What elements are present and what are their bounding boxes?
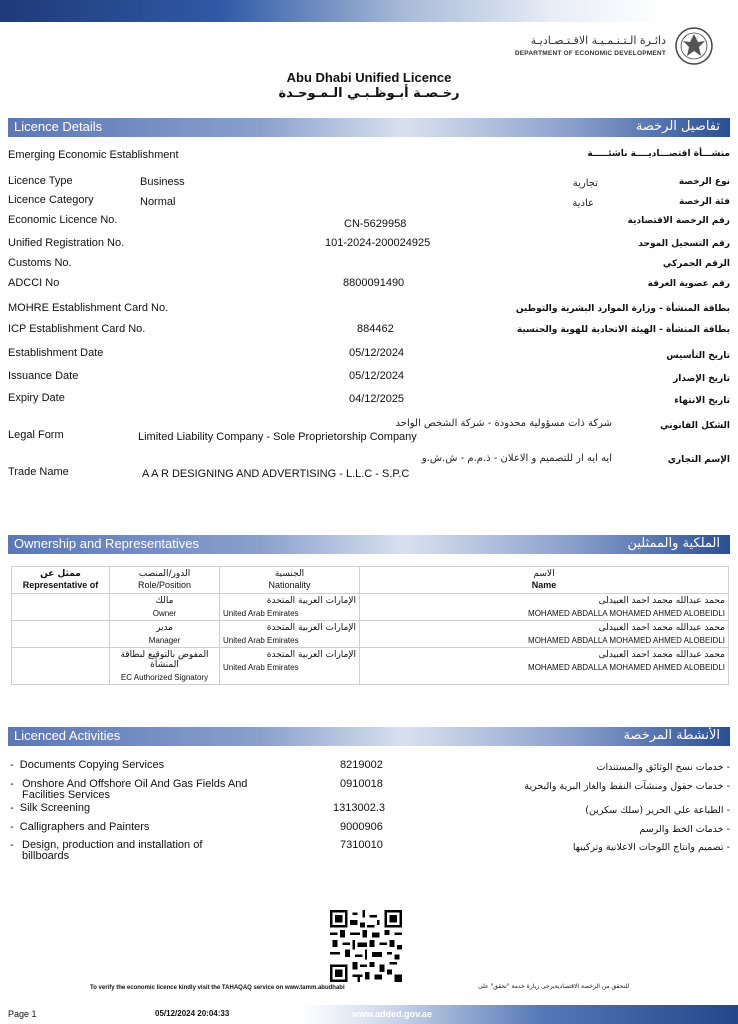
activity-ar: - تصميم وانتاج اللوحات الاعلانية وتركيبها [572, 842, 730, 853]
section-title-en: Licence Details [14, 119, 103, 134]
legal-form-value-en: Limited Liability Company - Sole Proprietorship Company [138, 431, 417, 443]
falcon-emblem-icon [674, 26, 714, 66]
section-title-en: Ownership and Representatives [14, 536, 199, 551]
role-cell [110, 648, 220, 685]
document-title-ar: رخـصـة أبـوظـبـي الـمـوحـدة [278, 86, 460, 101]
establishment-type-ar: منشـــأة اقتصـــاديــــة ناشئـــــة [587, 149, 730, 159]
icp-card-no-label: ICP Establishment Card No. [8, 323, 146, 335]
expiry-date-label-ar: تاريخ الانتهاء [674, 396, 730, 406]
rep-cell [12, 648, 110, 685]
verification-note-en: To verify the economic licence kindly visit the TAHAQAQ service on www.tamm.abudhabi [90, 985, 345, 991]
activity-item: - Silk Screening [10, 802, 91, 814]
name-en: MOHAMED ABDALLA MOHAMED AHMED ALOBEIDLI [528, 636, 725, 645]
legal-form-value-ar: شركة ذات مسؤولية محدودة - شركة الشخص الواحد [395, 418, 612, 429]
adcci-no-label-ar: رقم عضوية الغرفة [647, 279, 730, 289]
issuance-date-label: Issuance Date [8, 370, 79, 382]
activity-ar-text: الطباعة علي الحرير (سلك سكرين) [585, 805, 724, 816]
name-en: MOHAMED ABDALLA MOHAMED AHMED ALOBEIDLI [528, 609, 725, 618]
qr-code-icon [330, 910, 402, 982]
adcci-no-label: ADCCI No [8, 277, 60, 289]
activity-code: 8219002 [340, 759, 383, 771]
print-timestamp: 05/12/2024 20:04:33 [155, 1009, 230, 1018]
economic-licence-no-label-ar: رقم الرخصة الاقتصادية [627, 216, 730, 226]
header-nationality [220, 567, 360, 594]
trade-name-label-ar: الإسم التجاري [667, 455, 730, 465]
establishment-date-label: Establishment Date [8, 347, 104, 359]
activity-code: 1313002.3 [333, 802, 385, 814]
activity-ar: - خدمات نسخ الوثائق والمستندات [596, 762, 730, 773]
mohre-card-no-label-ar: بطاقة المنشأة - وزارة الموارد البشرية والتوطين [515, 304, 730, 314]
economic-licence-no-label: Economic Licence No. [8, 214, 118, 226]
activity-item: - Onshore And Offshore Oil And Gas Fields And Facilities Services [10, 779, 280, 801]
nationality-cell [220, 621, 360, 648]
licence-type-label: Licence Type [8, 175, 73, 187]
ownership-table [11, 566, 729, 685]
activity-code: 0910018 [340, 778, 383, 790]
nationality-en: United Arab Emirates [223, 609, 299, 618]
role-en: Manager [148, 636, 181, 645]
header-role-ar: الدور/المنصب [138, 569, 191, 579]
footer-band [300, 1005, 738, 1024]
activity-ar-text: تصميم وانتاج اللوحات الاعلانية وتركيبها [572, 842, 724, 853]
activity-ar: - الطباعة علي الحرير (سلك سكرين) [585, 805, 730, 816]
establishment-date-label-ar: تاريخ التأسيس [666, 351, 730, 361]
activity-item: - Design, production and installation of billboards [10, 840, 280, 862]
name-ar: محمد عبدالله محمد احمد العبيدلى [598, 623, 725, 633]
activity-ar-text: خدمات الخط والرسم [639, 824, 724, 835]
nationality-ar: الإمارات العربية المتحدة [266, 623, 356, 633]
ownership-section-bar [8, 535, 730, 554]
header-name [360, 567, 729, 594]
issuance-date-value: 05/12/2024 [349, 370, 405, 382]
nationality-cell [220, 648, 360, 685]
table-row [12, 648, 729, 685]
unified-registration-no-label: Unified Registration No. [8, 237, 125, 249]
unified-registration-no-value: 101-2024-200024925 [325, 237, 431, 249]
name-ar: محمد عبدالله محمد احمد العبيدلى [598, 596, 725, 606]
icp-card-no-label-ar: بطاقة المنشأة - الهيئة الاتحادية للهوية والجنسية [516, 325, 730, 335]
role-ar: مدير [155, 623, 173, 633]
header-name-en: Name [531, 580, 557, 590]
header-nat-en: Nationality [268, 580, 311, 590]
section-title-ar: الملكية والممثلين [627, 536, 720, 551]
economic-licence-no-value: CN-5629958 [344, 218, 407, 230]
activity-code: 9000906 [340, 821, 383, 833]
header-role-en: Role/Position [137, 580, 192, 590]
header-rep-en: Representative of [22, 580, 99, 590]
unified-registration-no-label-ar: رقم التسجيل الموحد [638, 239, 730, 249]
activity-en: Silk Screening [19, 802, 91, 814]
activity-ar: - خدمات الخط والرسم [639, 824, 730, 835]
issuance-date-label-ar: تاريخ الإصدار [673, 374, 730, 384]
licence-type-value-ar: تجارية [572, 178, 598, 189]
activity-ar-text: خدمات حقول ومنشآت النفط والغاز البرية والبحرية [524, 781, 724, 792]
page-number: Page 1 [8, 1009, 37, 1019]
role-en: EC Authorized Signatory [120, 673, 209, 682]
licence-category-value: Normal [140, 196, 176, 208]
expiry-date-label: Expiry Date [8, 392, 65, 404]
department-name-ar: دائـرة الـتـنـمـيـة الاقـتـصـاديـة [530, 34, 666, 47]
table-row [12, 594, 729, 621]
header-name-ar: الاسم [533, 569, 555, 579]
nationality-en: United Arab Emirates [223, 663, 299, 672]
activity-item: - Documents Copying Services [10, 759, 165, 771]
verification-note-ar: للتحقق من الرخصة الاقتصاديةيرجى زيارة خدمة "تحقق" على [478, 983, 630, 990]
section-title-en: Licenced Activities [14, 728, 121, 743]
licence-type-value: Business [140, 176, 185, 188]
role-cell [110, 621, 220, 648]
activities-section-bar [8, 727, 730, 746]
licence-type-label-ar: نوع الرخصة [678, 177, 730, 187]
nationality-en: United Arab Emirates [223, 636, 299, 645]
activity-en: Design, production and installation of billboards [22, 839, 203, 862]
customs-no-label-ar: الرقم الجمركي [662, 259, 730, 269]
table-row [12, 621, 729, 648]
licence-details-section-bar [8, 118, 730, 137]
activity-en: Documents Copying Services [19, 759, 165, 771]
legal-form-label: Legal Form [8, 429, 64, 441]
section-title-ar: الأنشطة المرخصة [623, 728, 720, 743]
department-logo [426, 26, 726, 66]
legal-form-label-ar: الشكل القانوني [660, 421, 730, 431]
activity-en: Onshore And Offshore Oil And Gas Fields And Facilities Services [22, 778, 248, 801]
header-rep-ar: ممثل عن [40, 569, 81, 579]
activity-code: 7310010 [340, 839, 383, 851]
activity-ar: - خدمات حقول ومنشآت النفط والغاز البرية والبحرية [524, 781, 730, 792]
trade-name-label: Trade Name [8, 466, 69, 478]
expiry-date-value: 04/12/2025 [349, 393, 405, 405]
header-role [110, 567, 220, 594]
role-ar: مالك [155, 596, 174, 606]
activity-en: Calligraphers and Painters [19, 821, 150, 833]
name-en: MOHAMED ABDALLA MOHAMED AHMED ALOBEIDLI [528, 663, 725, 672]
licence-category-label: Licence Category [8, 194, 94, 206]
name-cell [360, 621, 729, 648]
role-ar: المفوض بالتوقيع لبطاقة المنشأة [120, 650, 209, 670]
name-cell [360, 648, 729, 685]
licence-category-value-ar: عادية [572, 198, 594, 209]
activity-item: - Calligraphers and Painters [10, 821, 150, 833]
header-nat-ar: الجنسية [274, 569, 305, 579]
establishment-date-value: 05/12/2024 [349, 347, 405, 359]
rep-cell [12, 594, 110, 621]
activity-ar-text: خدمات نسخ الوثائق والمستندات [596, 762, 724, 773]
icp-card-no-value: 884462 [357, 323, 394, 335]
rep-cell [12, 621, 110, 648]
trade-name-value-ar: ايه ايه ار للتصميم و الاعلان - ذ.م.م - ش.ش.و [421, 453, 612, 464]
adcci-no-value: 8800091490 [343, 277, 405, 289]
top-decorative-band [0, 0, 738, 22]
section-title-ar: تفاصيل الرخصة [635, 119, 720, 134]
table-header-row [12, 567, 729, 594]
nationality-ar: الإمارات العربية المتحدة [266, 596, 356, 606]
customs-no-label: Customs No. [8, 257, 72, 269]
mohre-card-no-label: MOHRE Establishment Card No. [8, 302, 169, 314]
header-representative [12, 567, 110, 594]
name-cell [360, 594, 729, 621]
trade-name-value-en: A A R DESIGNING AND ADVERTISING - L.L.C - S.P.C [142, 468, 410, 480]
website-link[interactable]: www.added.gov.ae [352, 1009, 433, 1019]
nationality-cell [220, 594, 360, 621]
role-cell [110, 594, 220, 621]
licence-category-label-ar: فئة الرخصة [678, 197, 730, 207]
department-name-en: DEPARTMENT OF ECONOMIC DEVELOPMENT [514, 50, 666, 57]
name-ar: محمد عبدالله محمد احمد العبيدلى [598, 650, 725, 660]
role-en: Owner [152, 609, 177, 618]
nationality-ar: الإمارات العربية المتحدة [266, 650, 356, 660]
establishment-type-en: Emerging Economic Establishment [8, 149, 179, 161]
document-title-en: Abu Dhabi Unified Licence [286, 70, 452, 85]
